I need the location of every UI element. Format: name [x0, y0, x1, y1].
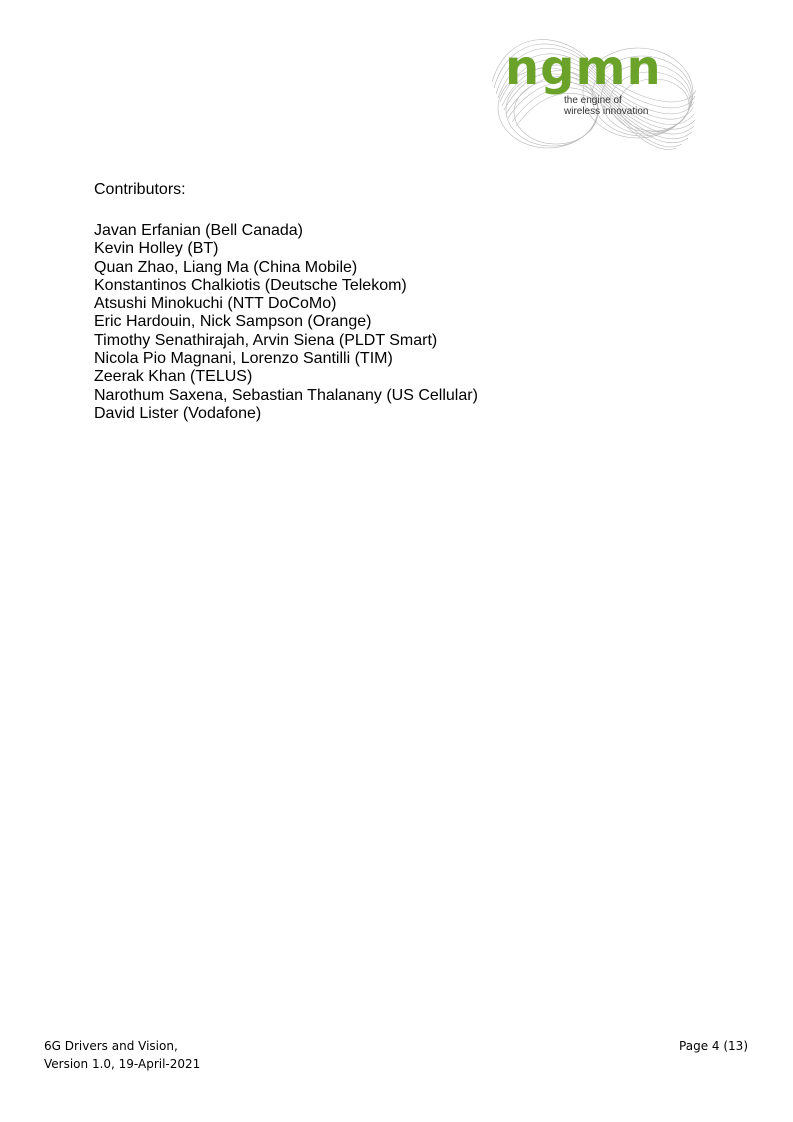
contributors-list [94, 222, 478, 423]
contributor-item: Narothum Saxena, Sebastian Thalanany (US Cellular) [94, 386, 478, 404]
contributor-item: Eric Hardouin, Nick Sampson (Orange) [94, 313, 372, 331]
logo-wordmark: ngmn [505, 40, 662, 96]
contributor-item: Zeerak Khan (TELUS) [94, 368, 253, 386]
footer-doc-title: 6G Drivers and Vision, [44, 1039, 178, 1053]
logo-tagline-line1: the engine of [564, 95, 622, 106]
contributor-item: Atsushi Minokuchi (NTT DoCoMo) [94, 295, 337, 313]
contributor-item: Kevin Holley (BT) [94, 240, 219, 258]
contributor-item: Konstantinos Chalkiotis (Deutsche Telekom) [94, 276, 407, 294]
contributor-item: Nicola Pio Magnani, Lorenzo Santilli (TIM) [94, 350, 393, 368]
logo-tagline [564, 95, 649, 117]
contributor-item: David Lister (Vodafone) [94, 404, 262, 422]
contributors-heading: Contributors: [94, 181, 186, 198]
footer-document-info [44, 1037, 200, 1073]
ngmn-logo [488, 38, 702, 156]
footer-page-number: Page 4 (13) [679, 1039, 748, 1053]
contributor-item: Timothy Senathirajah, Arvin Siena (PLDT Smart) [94, 331, 438, 349]
footer-version: Version 1.0, 19-April-2021 [44, 1057, 201, 1071]
contributor-item: Javan Erfanian (Bell Canada) [94, 222, 304, 239]
logo-tagline-line2: wireless innovation [564, 106, 649, 117]
contributor-item: Quan Zhao, Liang Ma (China Mobile) [94, 258, 358, 276]
